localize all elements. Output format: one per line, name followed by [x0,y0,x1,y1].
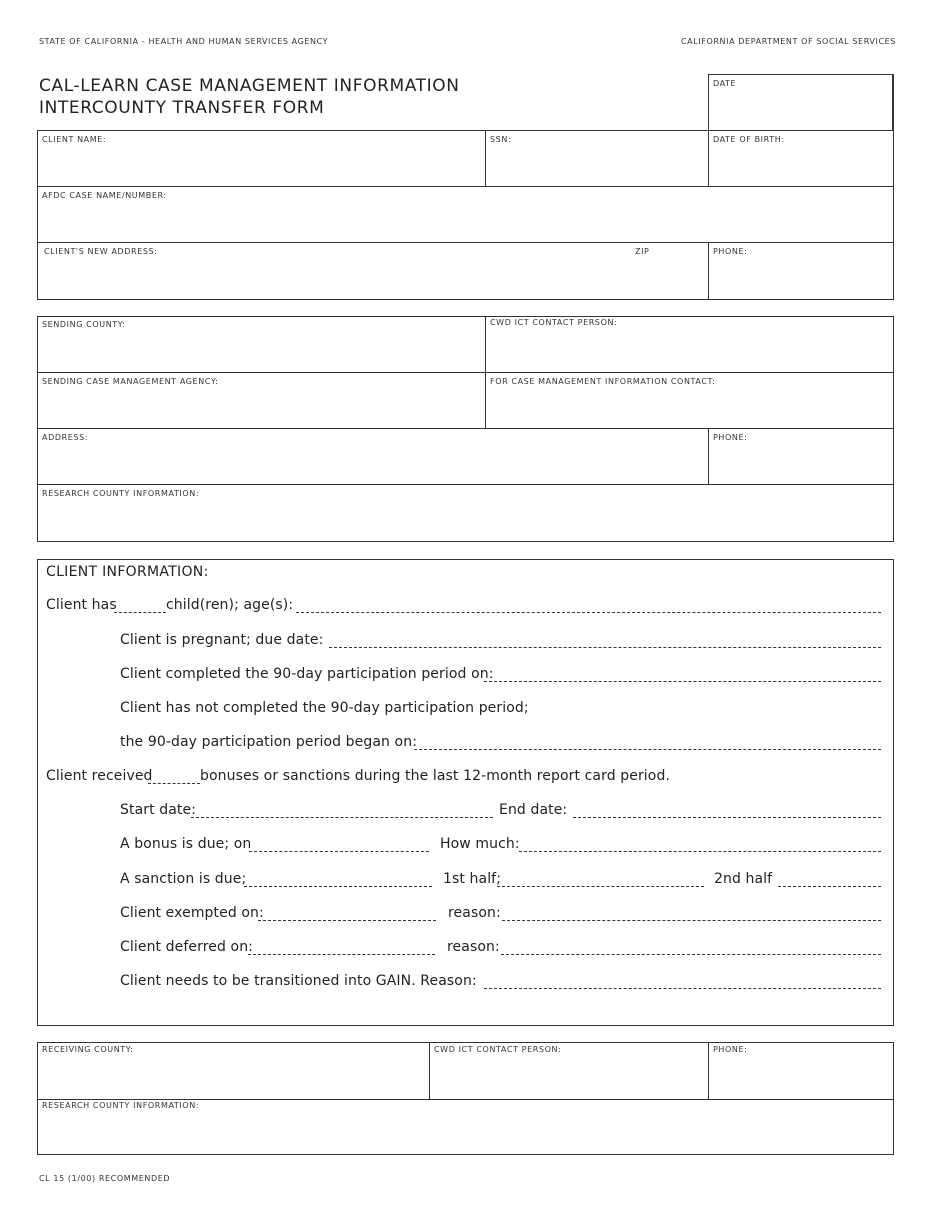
form-title-line1: CAL-LEARN CASE MANAGEMENT INFORMATION [39,76,460,96]
form-title-line2: INTERCOUNTY TRANSFER FORM [39,98,325,118]
receiving-county-field[interactable] [37,1042,430,1100]
info-contact-field[interactable] [485,372,894,429]
start-date-label: Start date: [120,802,197,818]
sending-county-label: SENDING COUNTY: [42,320,126,329]
client-phone-input[interactable] [713,269,889,295]
dob-field[interactable] [708,130,894,187]
afdc-input[interactable] [42,212,889,238]
sending-cwd-contact-field[interactable] [485,316,894,373]
began-date-blank[interactable] [414,749,881,750]
sending-research-label: RESEARCH COUNTY INFORMATION: [42,489,200,498]
completed-date-blank[interactable] [484,681,881,682]
sending-phone-input[interactable] [713,454,889,480]
client-information-box [37,559,894,1026]
due-date-blank[interactable] [329,647,881,648]
date-field[interactable] [708,74,894,131]
sanction-due-label: A sanction is due; [120,871,247,887]
ssn-field[interactable] [485,130,709,187]
second-half-label: 2nd half [714,871,773,887]
sending-phone-label: PHONE: [713,433,748,442]
info-contact-input[interactable] [490,398,889,424]
sending-cwd-contact-input[interactable] [490,342,889,368]
deferred-label: Client deferred on: [120,939,253,955]
deferred-date-blank[interactable] [248,954,435,955]
end-date-blank[interactable] [573,817,881,818]
sending-agency-field[interactable] [37,372,486,429]
second-half-blank[interactable] [778,886,881,887]
department-header: CALIFORNIA DEPARTMENT OF SOCIAL SERVICES [681,37,896,46]
not-completed-label: Client has not completed the 90-day participation period; [120,700,529,716]
children-count-blank[interactable] [114,612,166,613]
receiving-cwd-contact-label: CWD ICT CONTACT PERSON: [434,1045,562,1054]
afdc-field[interactable] [37,186,894,243]
sending-research-input[interactable] [42,511,889,537]
sending-cwd-contact-label: CWD ICT CONTACT PERSON: [490,318,618,327]
bonus-due-label: A bonus is due; on [120,836,252,852]
client-phone-label: PHONE: [713,247,748,256]
received-label: Client received [46,768,153,784]
transition-reason-blank[interactable] [484,988,881,989]
sending-research-field[interactable] [37,484,894,542]
ssn-label: SSN: [490,135,512,144]
receiving-cwd-contact-input[interactable] [434,1069,704,1095]
transition-label: Client needs to be transitioned into GAIN. Reason: [120,973,477,989]
end-date-label: End date: [499,802,568,818]
date-input[interactable] [713,100,888,126]
exempted-date-blank[interactable] [258,920,436,921]
sending-county-input[interactable] [42,342,481,368]
exempt-reason-blank[interactable] [502,920,881,921]
children-ages-blank[interactable] [296,612,881,613]
client-name-input[interactable] [42,156,481,182]
client-phone-field[interactable] [708,242,894,300]
new-address-field[interactable] [37,242,709,300]
new-address-label: CLIENT'S NEW ADDRESS: [44,247,158,256]
receiving-research-field[interactable] [37,1099,894,1155]
client-information-heading: CLIENT INFORMATION: [46,564,209,580]
sending-agency-label: SENDING CASE MANAGEMENT AGENCY: [42,377,219,386]
receiving-phone-field[interactable] [708,1042,894,1100]
new-address-input[interactable] [42,269,704,295]
completed-label: Client completed the 90-day participation period on: [120,666,494,682]
first-half-blank[interactable] [497,886,704,887]
deferred-reason-blank[interactable] [501,954,881,955]
sending-address-field[interactable] [37,428,709,485]
first-half-label: 1st half; [443,871,502,887]
agency-header: STATE OF CALIFORNIA - HEALTH AND HUMAN SERVICES AGENCY [39,37,329,46]
receiving-phone-label: PHONE: [713,1045,748,1054]
receiving-county-input[interactable] [42,1069,425,1095]
sending-phone-field[interactable] [708,428,894,485]
received-count-blank[interactable] [148,783,200,784]
client-name-label: CLIENT NAME: [42,135,107,144]
how-much-label: How much: [440,836,520,852]
sanction-blank[interactable] [244,886,432,887]
afdc-label: AFDC CASE NAME/NUMBER: [42,191,167,200]
receiving-phone-input[interactable] [713,1069,889,1095]
start-date-blank[interactable] [191,817,493,818]
exempt-reason-label: reason: [448,905,501,921]
deferred-reason-label: reason: [447,939,500,955]
date-label: DATE [713,79,737,88]
zip-label: ZIP [635,247,650,256]
pregnant-label: Client is pregnant; due date: [120,632,324,648]
sending-agency-input[interactable] [42,398,481,424]
receiving-cwd-contact-field[interactable] [429,1042,709,1100]
dob-label: DATE OF BIRTH: [713,135,785,144]
children-count-label: Client has [46,597,117,613]
received-period-label: bonuses or sanctions during the last 12-month report card period. [200,768,671,784]
exempted-label: Client exempted on: [120,905,264,921]
client-name-field[interactable] [37,130,486,187]
sending-address-input[interactable] [42,454,704,480]
ssn-input[interactable] [490,156,704,182]
sending-address-label: ADDRESS: [42,433,89,442]
how-much-blank[interactable] [519,851,881,852]
bonus-date-blank[interactable] [249,851,429,852]
dob-input[interactable] [713,156,889,182]
info-contact-label: FOR CASE MANAGEMENT INFORMATION CONTACT: [490,377,716,386]
receiving-research-input[interactable] [42,1124,889,1150]
receiving-county-label: RECEIVING COUNTY: [42,1045,134,1054]
began-label: the 90-day participation period began on: [120,734,418,750]
receiving-research-label: RESEARCH COUNTY INFORMATION: [42,1101,200,1110]
form-id: CL 15 (1/00) RECOMMENDED [39,1174,171,1183]
children-ages-label: child(ren); age(s): [166,597,294,613]
sending-county-field[interactable] [37,316,486,373]
